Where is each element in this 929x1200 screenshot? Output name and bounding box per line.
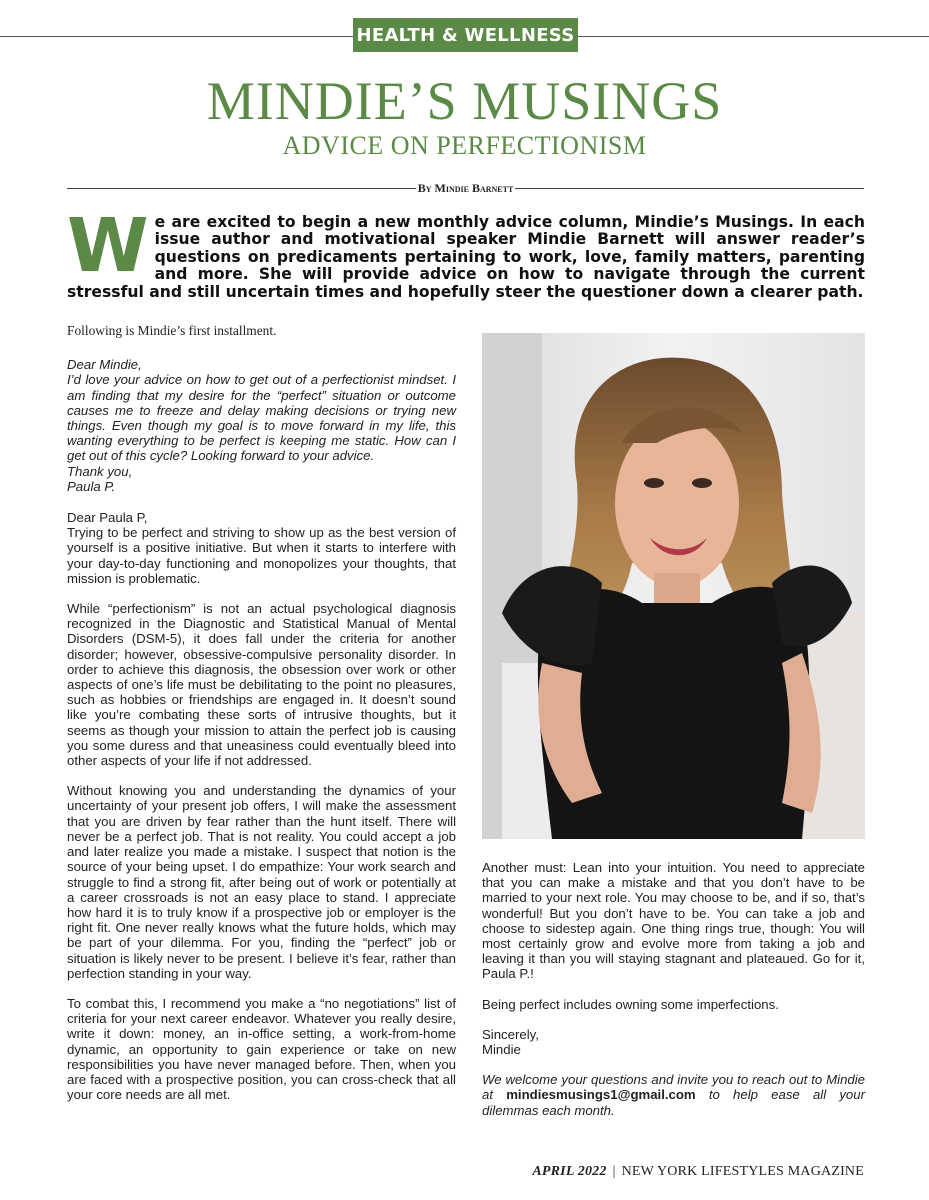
letter-body: I’d love your advice on how to get out of a perfectionist mindset. I am finding that my desire for the “perfect” situation or outcome causes me to freeze and delay making decisions or trying new things. Even though my goal is to move forward in my life, this wanting everything to be perfect is keeping me static. How can I get out of this cycle? Looking forward to your advice. <box>67 372 456 464</box>
section-tag: HEALTH & WELLNESS <box>353 18 578 52</box>
headline: MINDIE’S MUSINGS <box>206 71 723 131</box>
author-photo <box>482 333 865 839</box>
letter-signature: Paula P. <box>67 478 116 494</box>
reply-paragraph: Without knowing you and understanding the dynamics of your uncertainty of your present job offers, I will make the assessment that you are driven by fear rather than the hunt itself. There will never be a perfect job. That is not reality. You could accept a job and later realize you made a mistake. I suspect that notion is the source of your being upset. I do empathize: Your work search and struggle to find a strong fit, after being out of work or potentially at a career crossroads is not an easy place to stand. I appreciate how hard it is to truly know if a prospective job or employer is the right fit. One never really knows what the future holds, which may be part of your dilemma. For you, finding the “perfect” job or situation is likely never to be present. I believe it’s fear, rather than perfection standing in your way. <box>67 783 456 981</box>
intro-paragraph <box>67 203 865 301</box>
installment-note: Following is Mindie’s first installment. <box>67 323 277 338</box>
closing-note <box>482 1072 865 1118</box>
reply-paragraph: Trying to be perfect and striving to show up as the best version of yourself is a positive initiative. But when it starts to interfere with your day-to-day functioning and monopolizes your thoughts, that mission is problematic. <box>67 525 456 586</box>
reader-letter <box>67 357 456 494</box>
issue-date: APRIL 2022 <box>532 1164 607 1179</box>
author-portrait-illustration <box>482 333 865 839</box>
magazine-name: NEW YORK LIFESTYLES MAGAZINE <box>621 1164 864 1179</box>
reply-paragraph: While “perfectionism” is not an actual psychological diagnosis recognized in the Diagnostic and Statistical Manual of Mental Disorders (DSM-5), it does fall under the criteria for another disorder; however, obsessive-compulsive personality disorder. In order to achieve this diagnosis, the obsession over work or other aspects of one’s life must be debilitating to the point no pleasures, such as hobbies or friendships are engaged in. It doesn’t sound like you’re combating these sorts of intrusive thoughts, but it seems as though your mission to attain the perfect job is causing you some duress and that uneasiness could eventually bleed into other aspects of your life if not addressed. <box>67 601 456 769</box>
left-column <box>67 323 456 1117</box>
letter-thanks: Thank you, <box>67 463 133 479</box>
closing-text-before: We welcome your questions and invite you to reach out to Mindie at <box>482 1072 865 1103</box>
page-footer <box>532 1164 864 1180</box>
byline: By Mindie Barnett <box>417 180 514 195</box>
reply-salutation: Dear Paula P, <box>67 510 148 526</box>
reply-paragraph: Being perfect includes owning some imperfections. <box>482 996 779 1012</box>
byline-rule-right <box>515 188 864 189</box>
contact-email: mindiesmusings1@gmail.com <box>506 1087 696 1103</box>
signoff: Mindie <box>482 1042 521 1058</box>
reply-paragraph: To combat this, I recommend you make a “no negotiations” list of criteria for your next career endeavor. Whatever you really desire, write it down: money, an in-office setting, a work-from-home dynamic, an opportunity to gain experience or take on new responsibilities you have never managed before. Then, when you are faced with a prospective position, you can cross-check that all your core needs are all met. <box>67 995 456 1103</box>
byline-rule-left <box>67 188 416 189</box>
closing-text-after: to help ease all your dilemmas each month. <box>482 1087 865 1118</box>
letter-salutation: Dear Mindie, <box>67 357 142 373</box>
sincerely: Sincerely, <box>482 1026 539 1042</box>
intro-text: e are excited to begin a new monthly advice column, Mindie’s Musings. In each issue author and motivational speaker Mindie Barnett will answer reader’s questions on predicaments pertaining to work, love, family matters, parenting and more. She will provide advice on how to navigate through the current stressful and still uncertain times and hopefully steer the questioner down a clearer path. <box>67 213 865 301</box>
byline-row <box>67 178 864 198</box>
reply-paragraph: Another must: Lean into your intuition. You need to appreciate that you can make a mistake and that you don’t have to be married to your next role. You may choose to be, and if so, that’s wonderful! But you don’t have to be. You can take a job and choose to sidestep again. One thing rings true, though: You will most certainly grow and evolve more from taking a job and leaving it than you will staying stagnant and plateaued. Go for it, Paula P.! <box>482 860 865 982</box>
right-column <box>482 860 865 1118</box>
footer-separator: | <box>612 1164 616 1179</box>
subhead: ADVICE ON PERFECTIONISM <box>282 131 647 160</box>
drop-cap: W <box>67 203 149 289</box>
